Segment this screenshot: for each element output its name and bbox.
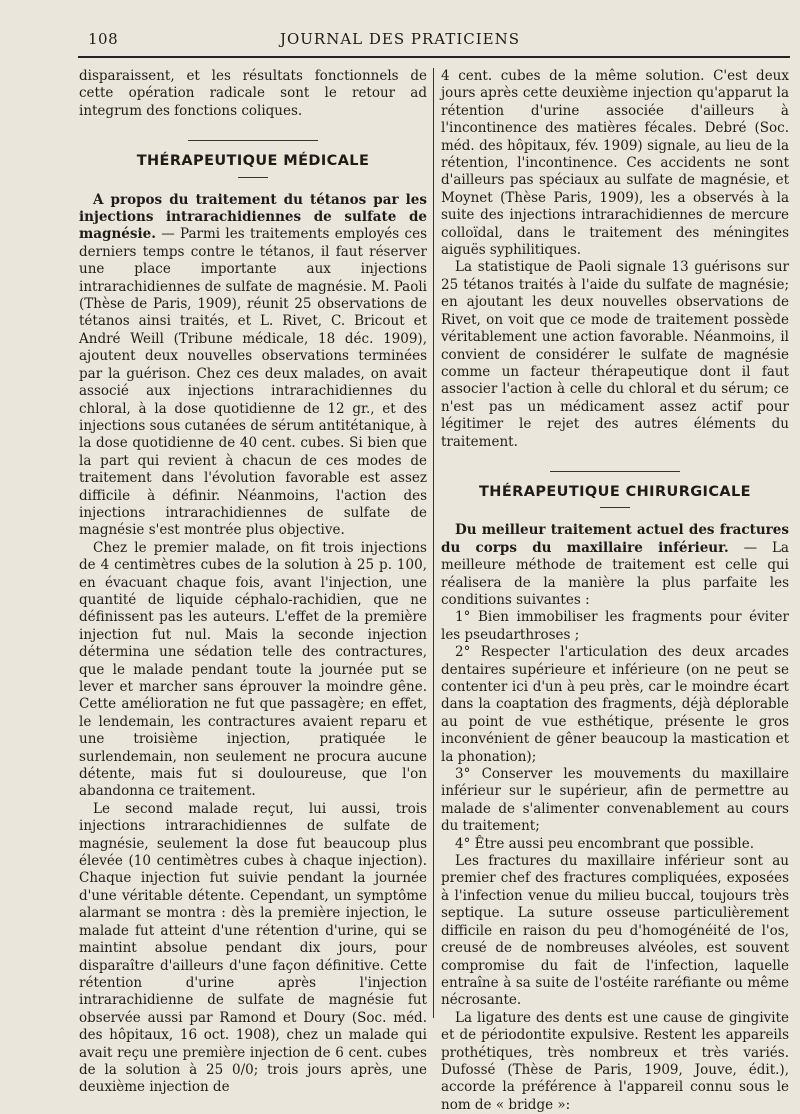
article-lead-maxillaire: Du meilleur traitement actuel des fractures du corps du maxillaire inférieur. <box>441 522 789 556</box>
fractures-paragraph: Les fractures du maxillaire inférieur sont au premier chef des fractures compliquées, exposées à l'infection venue du milieu buccal, toujours très septique. La suture osseuse particulièrement difficile en raison du peu d'homogénéité de l'os, creusé de de nombreuses alvéoles, est souvent compromise du fait de l'infection, laquelle entraîne à sa suite de l'ostéite raréfiante ou même nécrosante. <box>441 853 789 1009</box>
condition-item-4: 4° Être aussi peu encombrant que possible. <box>455 835 754 852</box>
section-rule-bottom <box>238 177 268 178</box>
article-intro-paragraph <box>441 522 789 609</box>
page-number: 108 <box>88 30 119 48</box>
article-paragraph-3: Le second malade reçut, lui aussi, trois injections intrarachidiennes de sulfate de magnésie, seulement la dose fut beaucoup plus élevée (10 centimètres cubes à chaque injection). Chaque injection fut suivie pendant la journée d'une véritable détente. Cependant, un symptôme alarmant se montra : dès la première injection, le malade fut atteint d'une rétention d'urine, qui se maintint absolue pendant dix jours, pour disparaître d'ailleurs d'une façon définitive. Cette rétention d'urine après l'injection intrarachidienne de sulfate de magnésie fut observée aussi par Ramond et Doury (Soc. méd. des hôpitaux, 16 oct. 1908), chez un malade qui avait reçu une première injection de 6 cent. cubes de la solution à 25 0/0; trois jours après, une deuxième injection de <box>79 800 427 1096</box>
header-rule <box>78 56 790 58</box>
running-title: JOURNAL DES PRATICIENS <box>279 30 521 48</box>
left-column <box>79 68 427 1097</box>
article-paragraph-2: Chez le premier malade, on fit trois injections de 4 centimètres cubes de la solution à 25 p. 100, en évacuant chaque fois, avant l'injection, une quantité de liquide céphalo-rachidien, que ne définissent pas les auteurs. L'effet de la première injection fut nul. Mais la seconde injection détermina une sédation telle des contractures, que le malade pendant toute la journée put se lever et marcher sans éprouver la moindre gêne. Cette amélioration ne fut que passagère; en effet, le lendemain, les contractures avaient reparu et une troisième injection, pratiquée le surlendemain, non seulement ne procura aucune détente, mais fut si douloureuse, que l'on abandonna ce traitement. <box>79 539 427 800</box>
ligature-paragraph: La ligature des dents est une cause de gingivite et de périodontite expulsive. Restent les appareils prothétiques, très nombreux et très variés. Dufossé (Thèse de Paris, 1909, Jouve, édit.), accorde la préférence à l'appareil connu sous le nom de « bridge »: <box>441 1009 789 1113</box>
page-header <box>0 30 800 52</box>
article-intro-text: — La meilleure méthode de traitement est celle qui réalisera de la manière la plus parfaite les conditions suivantes : <box>441 539 789 608</box>
article-text-1: — Parmi les traitements employés ces derniers temps contre le tétanos, il faut réserver une place importante aux injections intrarachidiennes de sulfate de magnésie. M. Paoli (Thèse de Paris, 1909), réunit 25 observations de tétanos ainsi traités, et L. Rivet, C. Bricout et André Weill (Tribune médicale, 18 déc. 1909), ajoutent deux nouvelles observations terminées par la guérison. Chez ces deux malades, on avait associé aux injections intrarachidiennes du chloral, à la dose quotidienne de 12 gr., et des injections sous cutanées de sérum antitétanique, à la dose quotidienne de 40 cent. cubes. Si bien que la part qui revient à chacun de ces modes de traitement dans l'évolution favorable est assez difficile à définir. Néanmoins, l'action des injections intrarachidiennes de sulfate de magnésie s'est montrée plus objective. <box>79 226 427 539</box>
section-rule-top <box>550 471 680 472</box>
section-title-chirurgicale: THÉRAPEUTIQUE CHIRURGICALE <box>479 483 751 500</box>
section-rule-bottom <box>600 507 630 508</box>
article-paragraph-1 <box>79 192 427 540</box>
condition-item-2: 2° Respecter l'articulation des deux arcades dentaires supérieure et inférieure (on ne peut se contenter ici d'un à peu près, car le moindre écart dans la coaptation des fragments, déjà déplorable au point de vue esthétique, présente le gros inconvénient de gêner beaucoup la mastication et la phonation); <box>441 644 789 765</box>
right-column <box>441 68 789 1114</box>
statistics-paragraph: La statistique de Paoli signale 13 guérisons sur 25 tétanos traités à l'aide du sulfate de magnésie; en ajoutant les deux nouvelles observations de Rivet, on voit que ce mode de traitement possède véritablement une action favorable. Néanmoins, il convient de considérer le sulfate de magnésie comme un facteur thérapeutique dont il faut associer l'action à celle du chloral et du sérum; ce n'est pas un médicament assez actif pour légitimer le rejet des autres éléments du traitement. <box>441 259 789 450</box>
section-heading-chirurgicale <box>441 471 789 508</box>
condition-item-3: 3° Conserver les mouvements du maxillaire inférieur sur le supérieur, afin de permettre au malade de s'alimenter convenablement au cours du traitement; <box>441 766 789 835</box>
section-rule-top <box>188 140 318 141</box>
intro-paragraph: disparaissent, et les résultats fonctionnels de cette opération radicale sont le retour ad integrum des fonctions coliques. <box>79 68 427 119</box>
section-heading-medicale <box>79 140 427 177</box>
section-title-medicale: THÉRAPEUTIQUE MÉDICALE <box>136 153 370 170</box>
column-divider <box>433 68 434 1018</box>
condition-item-1: 1° Bien immobiliser les fragments pour éviter les pseudarthroses ; <box>441 609 789 643</box>
continuation-paragraph: 4 cent. cubes de la même solution. C'est deux jours après cette deuxième injection qu'apparut la rétention d'urine associée d'ailleurs à l'incontinence des matières fécales. Debré (Soc. méd. des hôpitaux, fév. 1909) signale, au lieu de la rétention, l'incontinence. Ces accidents ne sont d'ailleurs pas spéciaux au sulfate de magnésie, et Moynet (Thèse Paris, 1909), les a observés à la suite des injections intrarachidiennes de mercure colloïdal, dans le traitement des méningites aiguës syphilitiques. <box>441 68 789 259</box>
article-lead-tetanos: A propos du traitement du tétanos par les injections intrarachidiennes de sulfate de magnésie. <box>79 191 427 243</box>
